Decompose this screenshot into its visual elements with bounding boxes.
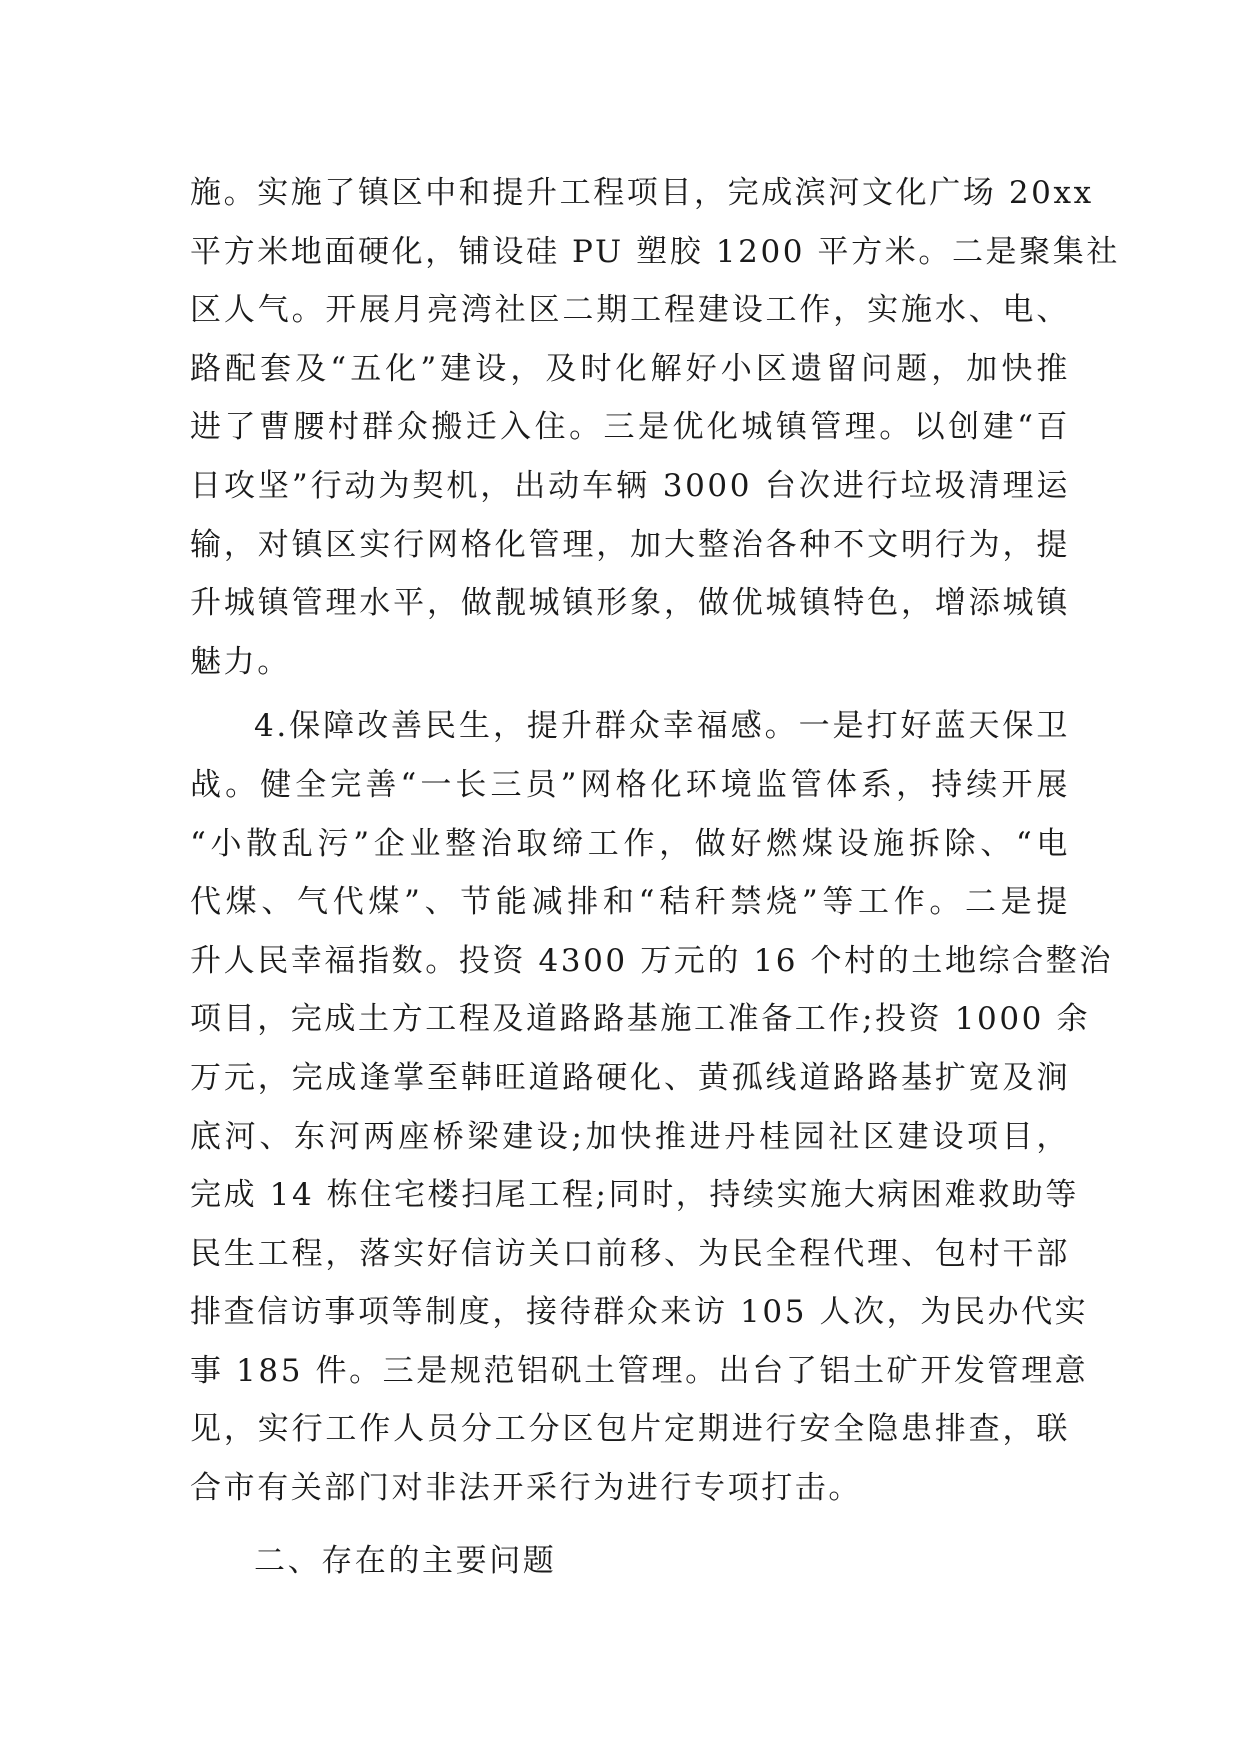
text-line: 路配套及“五化”建设，及时化解好小区遗留问题，加快推 — [190, 350, 1070, 387]
text-line: 万元，完成逢掌至韩旺道路硬化、黄孤线道路路基扩宽及涧 — [190, 1059, 1070, 1096]
text-line: 完成 14 栋住宅楼扫尾工程;同时，持续实施大病困难救助等 — [190, 1177, 1079, 1214]
text-line: 平方米地面硬化，铺设硅 PU 塑胶 1200 平方米。二是聚集社 — [190, 233, 1120, 270]
text-line: 事 185 件。三是规范铝矾土管理。出台了铝土矿开发管理意 — [190, 1352, 1089, 1389]
text-line: 施。实施了镇区中和提升工程项目，完成滨河文化广场 20xx — [190, 175, 1094, 211]
text-line: “小散乱污”企业整治取缔工作，做好燃煤设施拆除、“电 — [190, 825, 1070, 862]
text-line: 排查信访事项等制度，接待群众来访 105 人次，为民办代实 — [190, 1294, 1089, 1331]
text-line: 民生工程，落实好信访关口前移、为民全程代理、包村干部 — [190, 1235, 1070, 1272]
text-line: 代煤、气代煤”、节能减排和“秸秆禁烧”等工作。二是提 — [190, 884, 1070, 921]
document-body — [190, 164, 1120, 1590]
paragraph-urban-management — [190, 164, 1120, 691]
text-line: 区人气。开展月亮湾社区二期工程建设工作，实施水、电、 — [190, 292, 1070, 329]
text-line: 见，实行工作人员分工分区包片定期进行安全隐患排查，联 — [190, 1411, 1070, 1448]
text-line: 升人民幸福指数。投资 4300 万元的 16 个村的土地综合整治 — [190, 942, 1113, 979]
text-line: 底河、东河两座桥梁建设;加快推进丹桂园社区建设项目， — [190, 1118, 1070, 1155]
text-line: 魅力。 — [190, 643, 291, 680]
text-line: 战。健全完善“一长三员”网格化环境监管体系，持续开展 — [190, 766, 1070, 803]
text-line: 进了曹腰村群众搬迁入住。三是优化城镇管理。以创建“百 — [190, 409, 1070, 446]
section-heading: 二、存在的主要问题 — [254, 1542, 557, 1579]
text-line: 项目，完成土方工程及道路路基施工准备工作;投资 1000 余 — [190, 1001, 1091, 1038]
text-line: 日攻坚”行动为契机，出动车辆 3000 台次进行垃圾清理运 — [190, 467, 1070, 504]
text-line: 4.保障改善民生，提升群众幸福感。一是打好蓝天保卫 — [254, 708, 1070, 745]
paragraph-livelihood — [190, 697, 1113, 1517]
text-line: 合市有关部门对非法开采行为进行专项打击。 — [190, 1470, 862, 1507]
text-line: 升城镇管理水平，做靓城镇形象，做优城镇特色，增添城镇 — [190, 585, 1070, 622]
text-line: 输，对镇区实行网格化管理，加大整治各种不文明行为，提 — [190, 526, 1070, 563]
